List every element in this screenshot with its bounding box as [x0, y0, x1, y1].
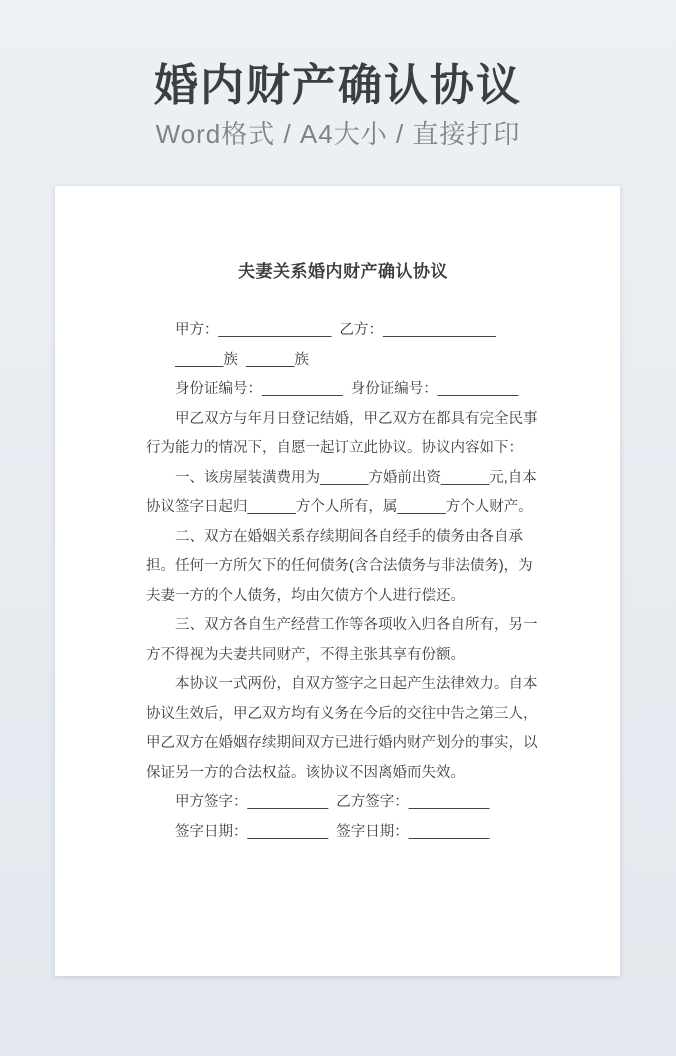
- document-paragraph: 身份证编号：__________ 身份证编号：__________: [175, 381, 519, 397]
- document-paragraph: 甲方：______________ 乙方：______________: [175, 322, 496, 338]
- page-header: [0, 60, 676, 149]
- document-paragraph: 本协议一式两份，自双方签字之日起产生法律效力。自本协议生效后，甲乙双方均有义务在今后的交往中告之第三人，甲乙双方在婚姻存续期间双方已进行婚内财产划分的事实，以保证另一方的合法权益。该协议不因离婚而失效。: [146, 676, 538, 781]
- document-body: [146, 316, 540, 847]
- document-paragraph: 甲方签字：__________ 乙方签字：__________: [175, 794, 490, 810]
- document-title: 夫妻关系婚内财产确认协议: [238, 262, 448, 281]
- document-paragraph: 签字日期：__________ 签字日期：__________: [175, 823, 490, 840]
- document-paragraph: 一、该房屋装潢费用为______方婚前出资______元,自本协议签字日起归______方个人所有，属______方个人财产。: [146, 469, 537, 515]
- document-paragraph: 甲乙双方与年月日登记结婚，甲乙双方在都具有完全民事行为能力的情况下，自愿一起订立此协议。协议内容如下：: [146, 410, 538, 456]
- page-title: 婚内财产确认协议: [154, 61, 522, 110]
- page-subtitle: Word格式 / A4大小 / 直接打印: [155, 119, 521, 149]
- document-paragraph: ______族 ______族: [175, 351, 309, 368]
- document-paragraph: 三、双方各自生产经营工作等各项收入归各自所有，另一方不得视为夫妻共同财产，不得主张其享有份额。: [146, 617, 538, 663]
- document-paragraph: 二、双方在婚姻关系存续期间各自经手的债务由各自承担。任何一方所欠下的任何债务(含合法债务与非法债务)，为夫妻一方的个人债务，均由欠债方个人进行偿还。: [146, 528, 533, 604]
- document-page: [55, 186, 620, 976]
